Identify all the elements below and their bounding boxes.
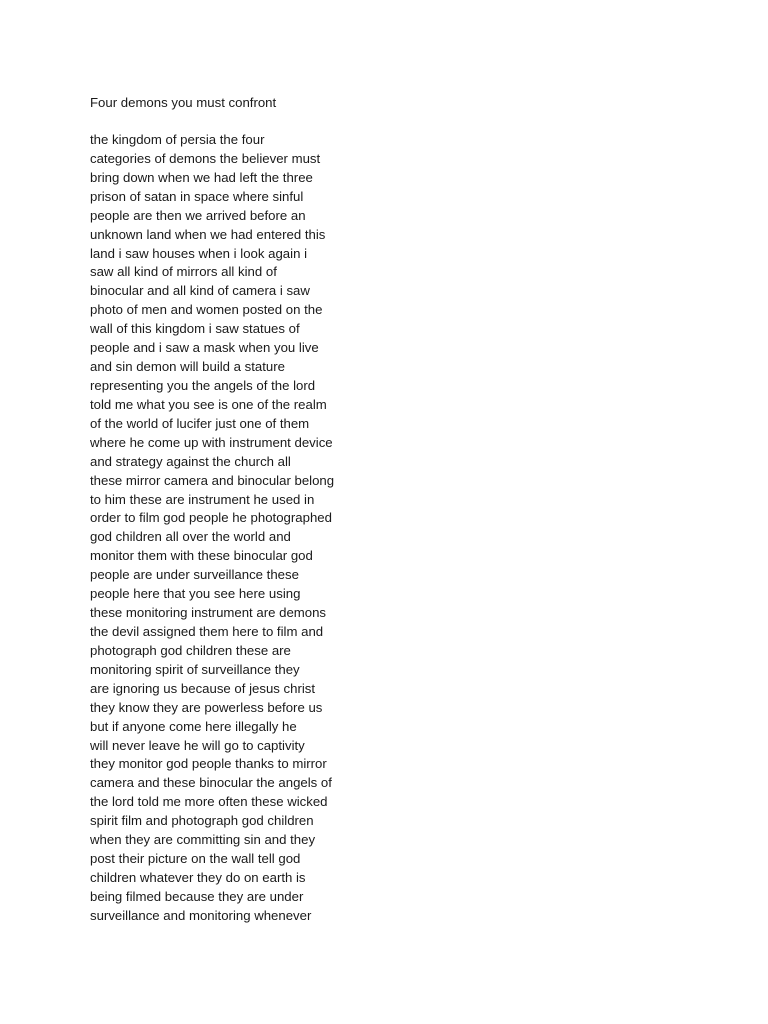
- text-line: told me what you see is one of the realm: [90, 396, 327, 412]
- text-line: land i saw houses when i look again i: [90, 245, 307, 261]
- text-line: unknown land when we had entered this: [90, 226, 326, 242]
- text-line: and strategy against the church all: [90, 453, 291, 469]
- text-line: wall of this kingdom i saw statues of: [90, 321, 300, 337]
- document-body: [90, 131, 334, 926]
- text-line: god children all over the world and: [90, 529, 291, 545]
- text-line: people and i saw a mask when you live: [90, 340, 319, 356]
- text-line: these mirror camera and binocular belong: [90, 472, 335, 488]
- document-title: Four demons you must confront: [90, 95, 277, 110]
- text-line: surveillance and monitoring whenever: [90, 907, 312, 923]
- text-line: photograph god children these are: [90, 642, 291, 658]
- text-line: children whatever they do on earth is: [90, 869, 306, 885]
- text-line: when they are committing sin and they: [90, 832, 316, 848]
- text-line: spirit film and photograph god children: [90, 813, 314, 829]
- text-line: order to film god people he photographed: [90, 510, 332, 526]
- text-line: prison of satan in space where sinful: [90, 188, 304, 204]
- text-line: people here that you see here using: [90, 586, 301, 602]
- text-line: to him these are instrument he used in: [90, 491, 315, 507]
- text-line: being filmed because they are under: [90, 888, 304, 904]
- text-line: photo of men and women posted on the: [90, 302, 323, 318]
- text-line: and sin demon will build a stature: [90, 359, 285, 375]
- text-line: monitor them with these binocular god: [90, 548, 313, 564]
- text-line: categories of demons the believer must: [90, 150, 321, 166]
- text-line: they know they are powerless before us: [90, 699, 323, 715]
- text-line: of the world of lucifer just one of them: [90, 415, 310, 431]
- text-line: saw all kind of mirrors all kind of: [90, 264, 277, 280]
- text-line: post their picture on the wall tell god: [90, 851, 301, 867]
- text-line: camera and these binocular the angels of: [90, 775, 332, 791]
- text-line: the lord told me more often these wicked: [90, 794, 328, 810]
- text-line: people are then we arrived before an: [90, 207, 306, 223]
- text-line: will never leave he will go to captivity: [90, 737, 305, 753]
- text-line: binocular and all kind of camera i saw: [90, 283, 310, 299]
- text-line: they monitor god people thanks to mirror: [90, 756, 327, 772]
- text-line: bring down when we had left the three: [90, 169, 313, 185]
- text-line: but if anyone come here illegally he: [90, 718, 297, 734]
- text-line: are ignoring us because of jesus christ: [90, 680, 316, 696]
- text-line: the kingdom of persia the four: [90, 132, 265, 147]
- text-line: the devil assigned them here to film and: [90, 623, 324, 639]
- text-line: representing you the angels of the lord: [90, 377, 316, 393]
- text-line: monitoring spirit of surveillance they: [90, 661, 300, 677]
- text-line: people are under surveillance these: [90, 567, 299, 583]
- text-line: where he come up with instrument device: [90, 434, 333, 450]
- text-line: these monitoring instrument are demons: [90, 605, 327, 621]
